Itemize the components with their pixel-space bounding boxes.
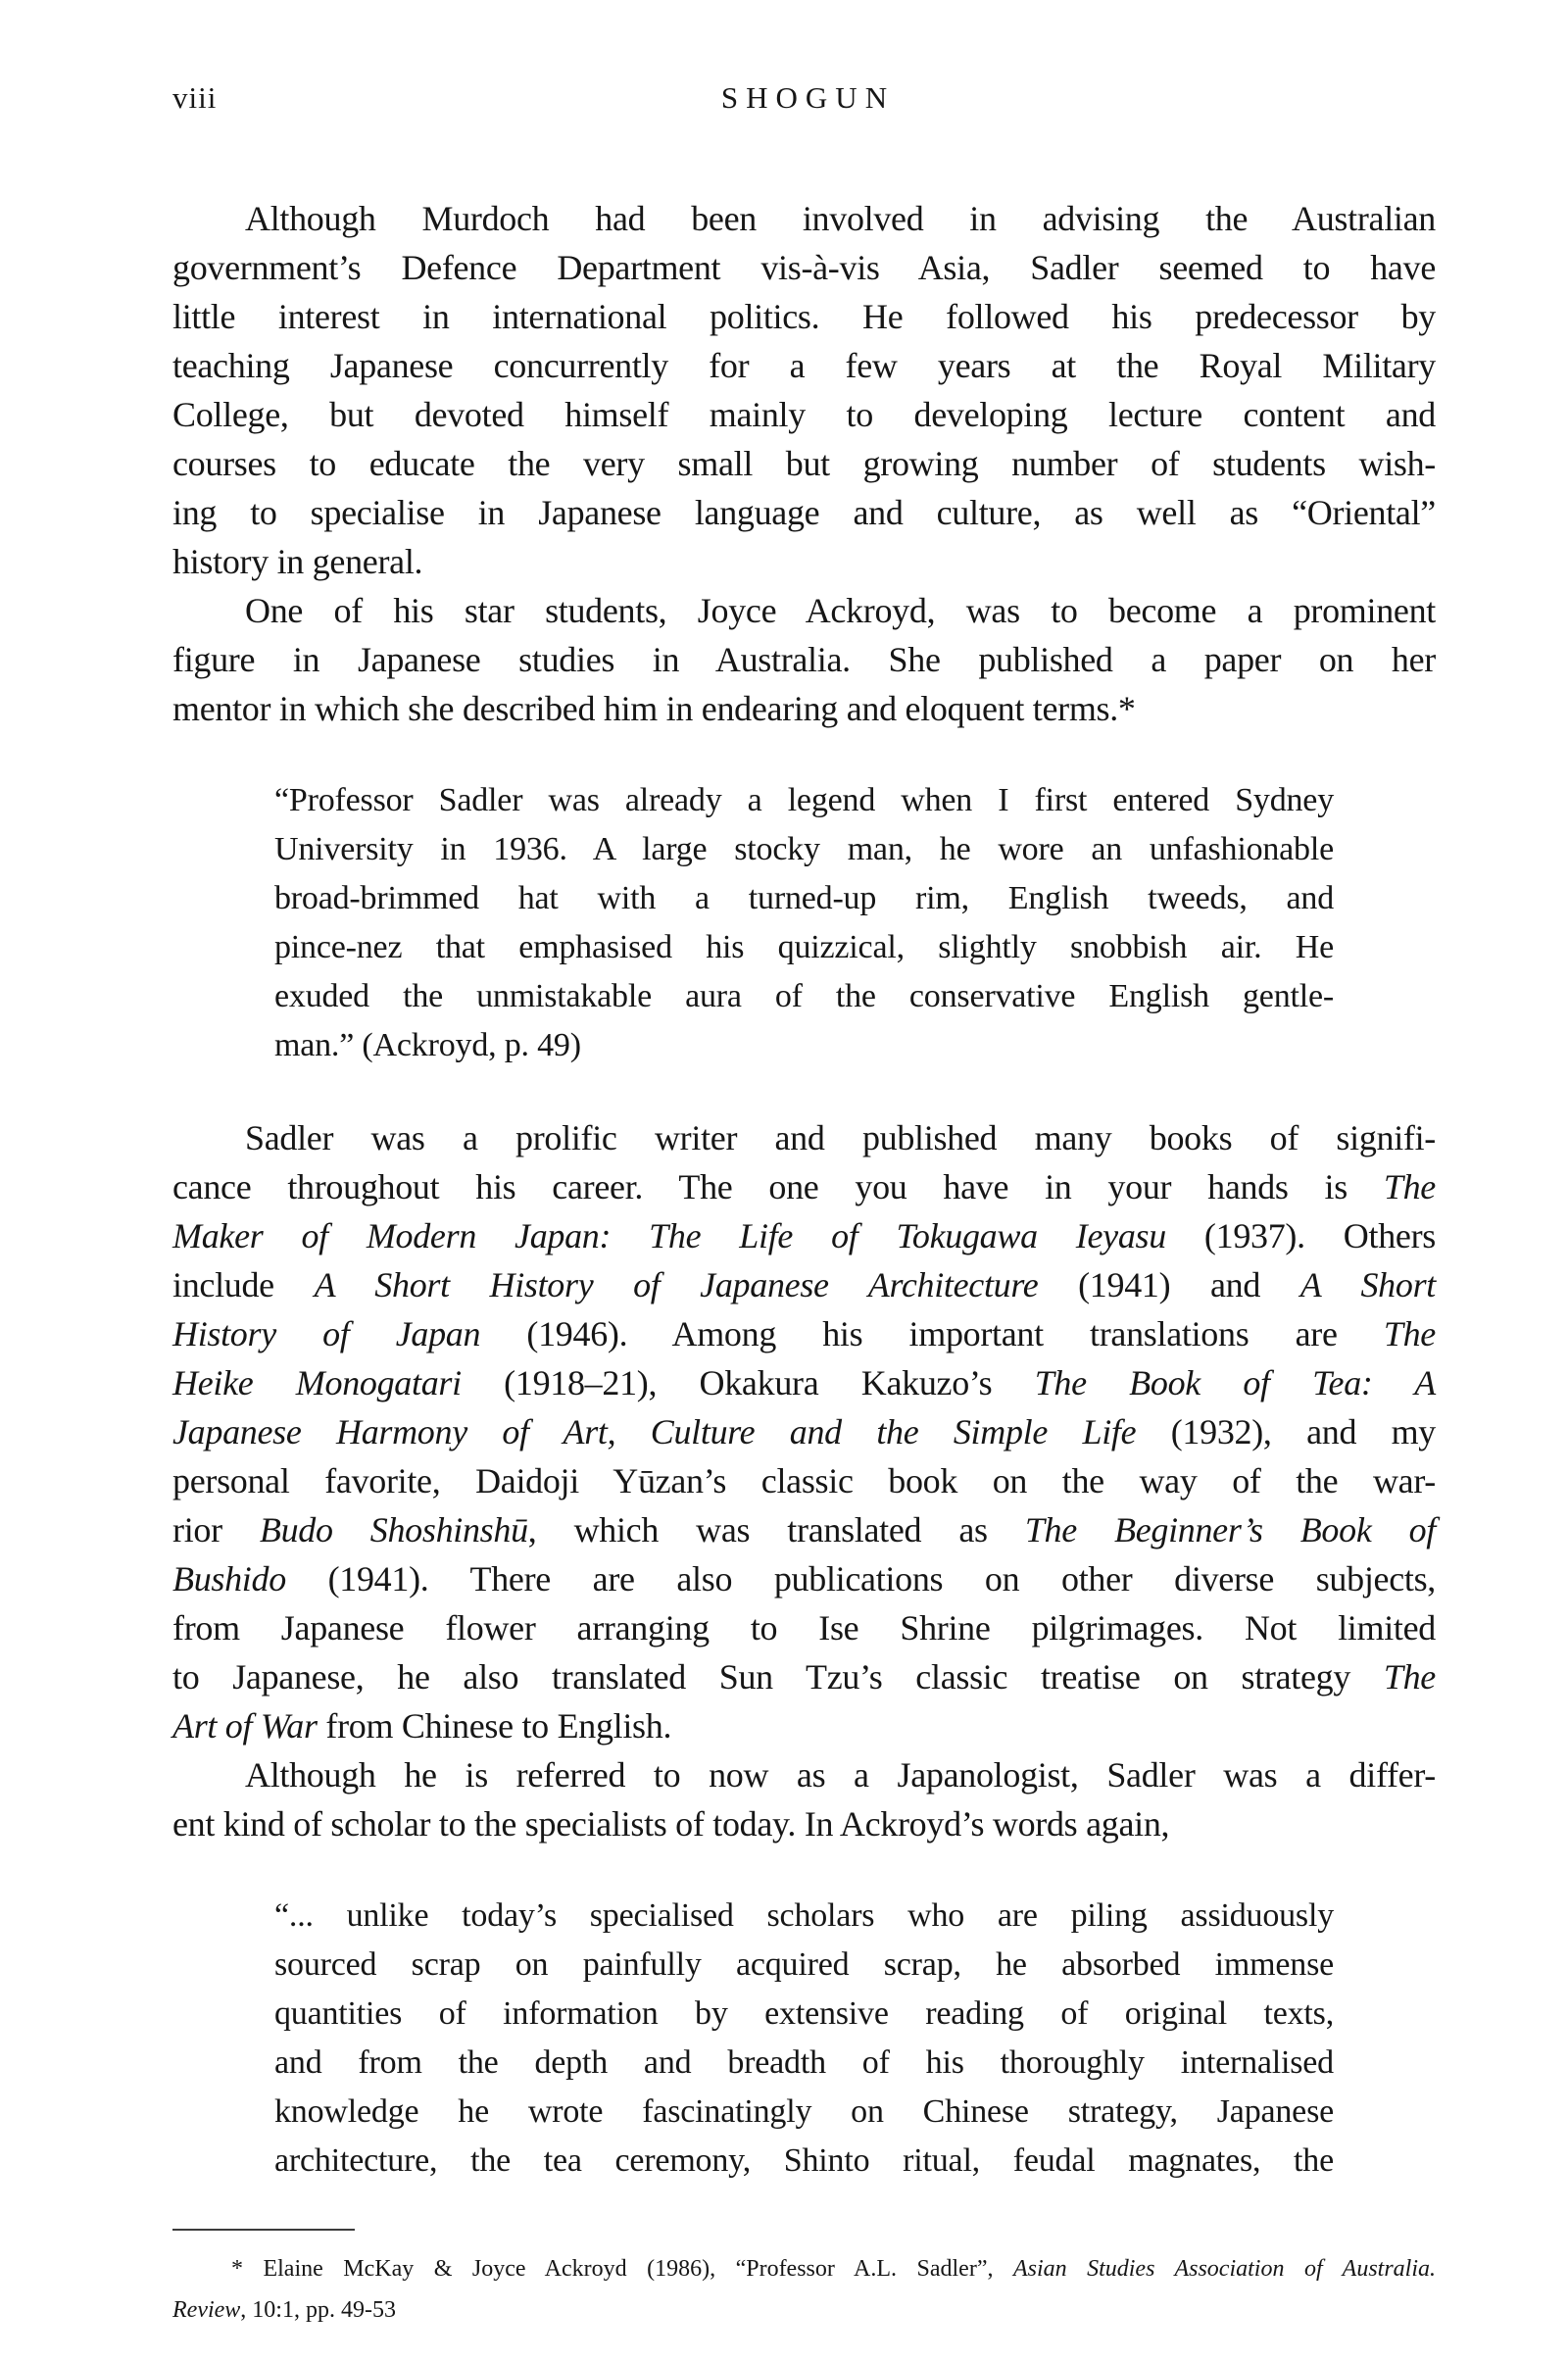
italic-text: The [1383,1657,1436,1697]
text-run: ing to specialise in Japanese language and culture, as well as “Oriental” [172,493,1436,532]
text-line [172,1407,1436,1456]
text-line [274,1941,1334,1990]
text-line [274,776,1334,825]
blockquote-sadler-description [274,776,1334,1070]
text-line [172,292,1436,341]
italic-text: The [1383,1314,1436,1353]
running-head-title: SHOGUN [720,80,896,115]
text-run: (1941). There are also publications on other diverse subjects, [285,1559,1436,1599]
footnote-text [172,2248,1436,2331]
text-run: broad-brimmed hat with a turned-up rim, English tweeds, and [274,880,1334,916]
text-run: (1946). Among his important translations are [480,1314,1384,1353]
italic-text: A Short History of Japanese Architecture [314,1265,1039,1304]
text-line [172,194,1436,243]
text-line [172,1358,1436,1407]
italic-text: Bushido [172,1559,286,1599]
text-run: teaching Japanese concurrently for a few years at the Royal Military [172,346,1436,385]
text-line [172,243,1436,292]
text-line [172,1211,1436,1260]
text-run: courses to educate the very small but growing number of students wish- [172,444,1436,483]
text-line [172,1456,1436,1505]
text-run: personal favorite, Daidoji Yūzan’s classic book on the way of the war- [172,1461,1436,1500]
text-run: from Chinese to English. [317,1706,672,1746]
text-run: * Elaine McKay & Joyce Ackroyd (1986), “Professor A.L. Sadler”, [231,2256,1013,2282]
italic-text: A Short [1299,1265,1436,1304]
text-line [172,390,1436,439]
text-line [172,2248,1436,2289]
text-run: cance throughout his career. The one you have in your hands is [172,1167,1384,1206]
footnote [172,2229,1436,2331]
text-run: Although Murdoch had been involved in advising the Australian [245,199,1436,238]
text-run: to Japanese, he also translated Sun Tzu’s classic treatise on strategy [172,1657,1384,1697]
page-header [172,80,1436,116]
text-run: (1932), and my [1136,1412,1436,1451]
text-line [172,1113,1436,1162]
text-line [172,537,1436,586]
text-run: pince-nez that emphasised his quizzical, slightly snobbish air. He [274,929,1334,965]
text-run: quantities of information by extensive reading of original texts, [274,1995,1334,2032]
text-line [172,1505,1436,1554]
text-run: Although he is referred to now as a Japanologist, Sadler was a differ- [245,1755,1436,1795]
text-line [172,1750,1436,1799]
text-line [172,1652,1436,1701]
italic-text: The [1383,1167,1436,1206]
text-line [172,341,1436,390]
text-line [172,1603,1436,1652]
italic-text: The Beginner’s Book of [1024,1510,1436,1549]
paragraph-prolific-writer [172,1113,1436,1750]
paragraph-murdoch-sadler [172,194,1436,586]
text-line [172,1260,1436,1309]
text-run: government’s Defence Department vis-à-vis Asia, Sadler seemed to have [172,248,1436,287]
text-run: exuded the unmistakable aura of the conservative English gentle- [274,978,1334,1014]
text-line [172,1554,1436,1603]
text-line [274,1892,1334,1941]
text-run: University in 1936. A large stocky man, he wore an unfashionable [274,831,1334,867]
text-run: , which was translated as [527,1510,1025,1549]
text-run: knowledge he wrote fascinatingly on Chinese strategy, Japanese [274,2093,1334,2130]
text-line [172,1309,1436,1358]
italic-text: Japanese Harmony of Art, Culture and the Simple Life [172,1412,1137,1451]
text-run: Sadler was a prolific writer and published many books of signifi- [245,1118,1436,1157]
text-run: include [172,1265,315,1304]
paragraph-japanologist [172,1750,1436,1848]
text-line [274,874,1334,923]
text-run: history in general. [172,542,423,581]
text-run: (1937). Others [1165,1216,1436,1255]
text-line [172,586,1436,635]
text-run: “... unlike today’s specialised scholars who are piling assiduously [274,1897,1334,1934]
text-run: ent kind of scholar to the specialists of today. In Ackroyd’s words again, [172,1804,1170,1844]
text-run: architecture, the tea ceremony, Shinto ritual, feudal magnates, the [274,2142,1334,2179]
italic-text: Maker of Modern Japan: The Life of Tokugawa Ieyasu [172,1216,1166,1255]
italic-text: Budo Shoshinshū [259,1510,528,1549]
paragraph-joyce-ackroyd [172,586,1436,733]
text-run: from Japanese flower arranging to Ise Shrine pilgrimages. Not limited [172,1608,1436,1648]
text-run: (1918–21), Okakura Kakuzo’s [461,1363,1035,1402]
text-run: mentor in which she described him in endearing and eloquent terms.* [172,689,1136,728]
text-line [172,635,1436,684]
text-run: figure in Japanese studies in Australia. She published a paper on her [172,640,1436,679]
text-run: , 10:1, pp. 49-53 [240,2297,396,2323]
text-line [172,1701,1436,1750]
text-line [274,2137,1334,2186]
body-text [172,194,1436,2186]
text-run: little interest in international politics. He followed his predecessor by [172,297,1436,336]
italic-text: The Book of Tea: A [1034,1363,1436,1402]
text-line [274,825,1334,874]
italic-text: Asian Studies Association of Australia. [1012,2256,1437,2282]
text-run: and from the depth and breadth of his thoroughly internalised [274,2044,1334,2081]
text-run: “Professor Sadler was already a legend when I first entered Sydney [274,782,1334,818]
italic-text: Art of War [172,1706,318,1746]
page-number: viii [172,80,218,115]
text-run: One of his star students, Joyce Ackroyd, was to become a prominent [245,591,1436,630]
text-run: sourced scrap on painfully acquired scrap, he absorbed immense [274,1946,1334,1983]
text-run: rior [172,1510,260,1549]
text-line [172,439,1436,488]
text-run: (1941) and [1038,1265,1300,1304]
text-line [274,972,1334,1021]
text-line [274,1990,1334,2039]
text-line [172,1162,1436,1211]
text-run: man.” (Ackroyd, p. 49) [274,1027,581,1063]
text-line [172,488,1436,537]
footnote-citation [172,2248,1436,2331]
text-line [172,684,1436,733]
text-line [274,923,1334,972]
italic-text: History of Japan [172,1314,481,1353]
text-run: College, but devoted himself mainly to developing lecture content and [172,395,1436,434]
text-line [172,2289,1436,2331]
text-line [274,2088,1334,2137]
text-line [172,1799,1436,1848]
italic-text: Heike Monogatari [172,1363,462,1402]
footnote-rule [172,2229,355,2231]
text-line [274,2039,1334,2088]
blockquote-ackroyd-scholars [274,1892,1334,2186]
text-line [274,1021,1334,1070]
italic-text: Review [172,2297,241,2323]
